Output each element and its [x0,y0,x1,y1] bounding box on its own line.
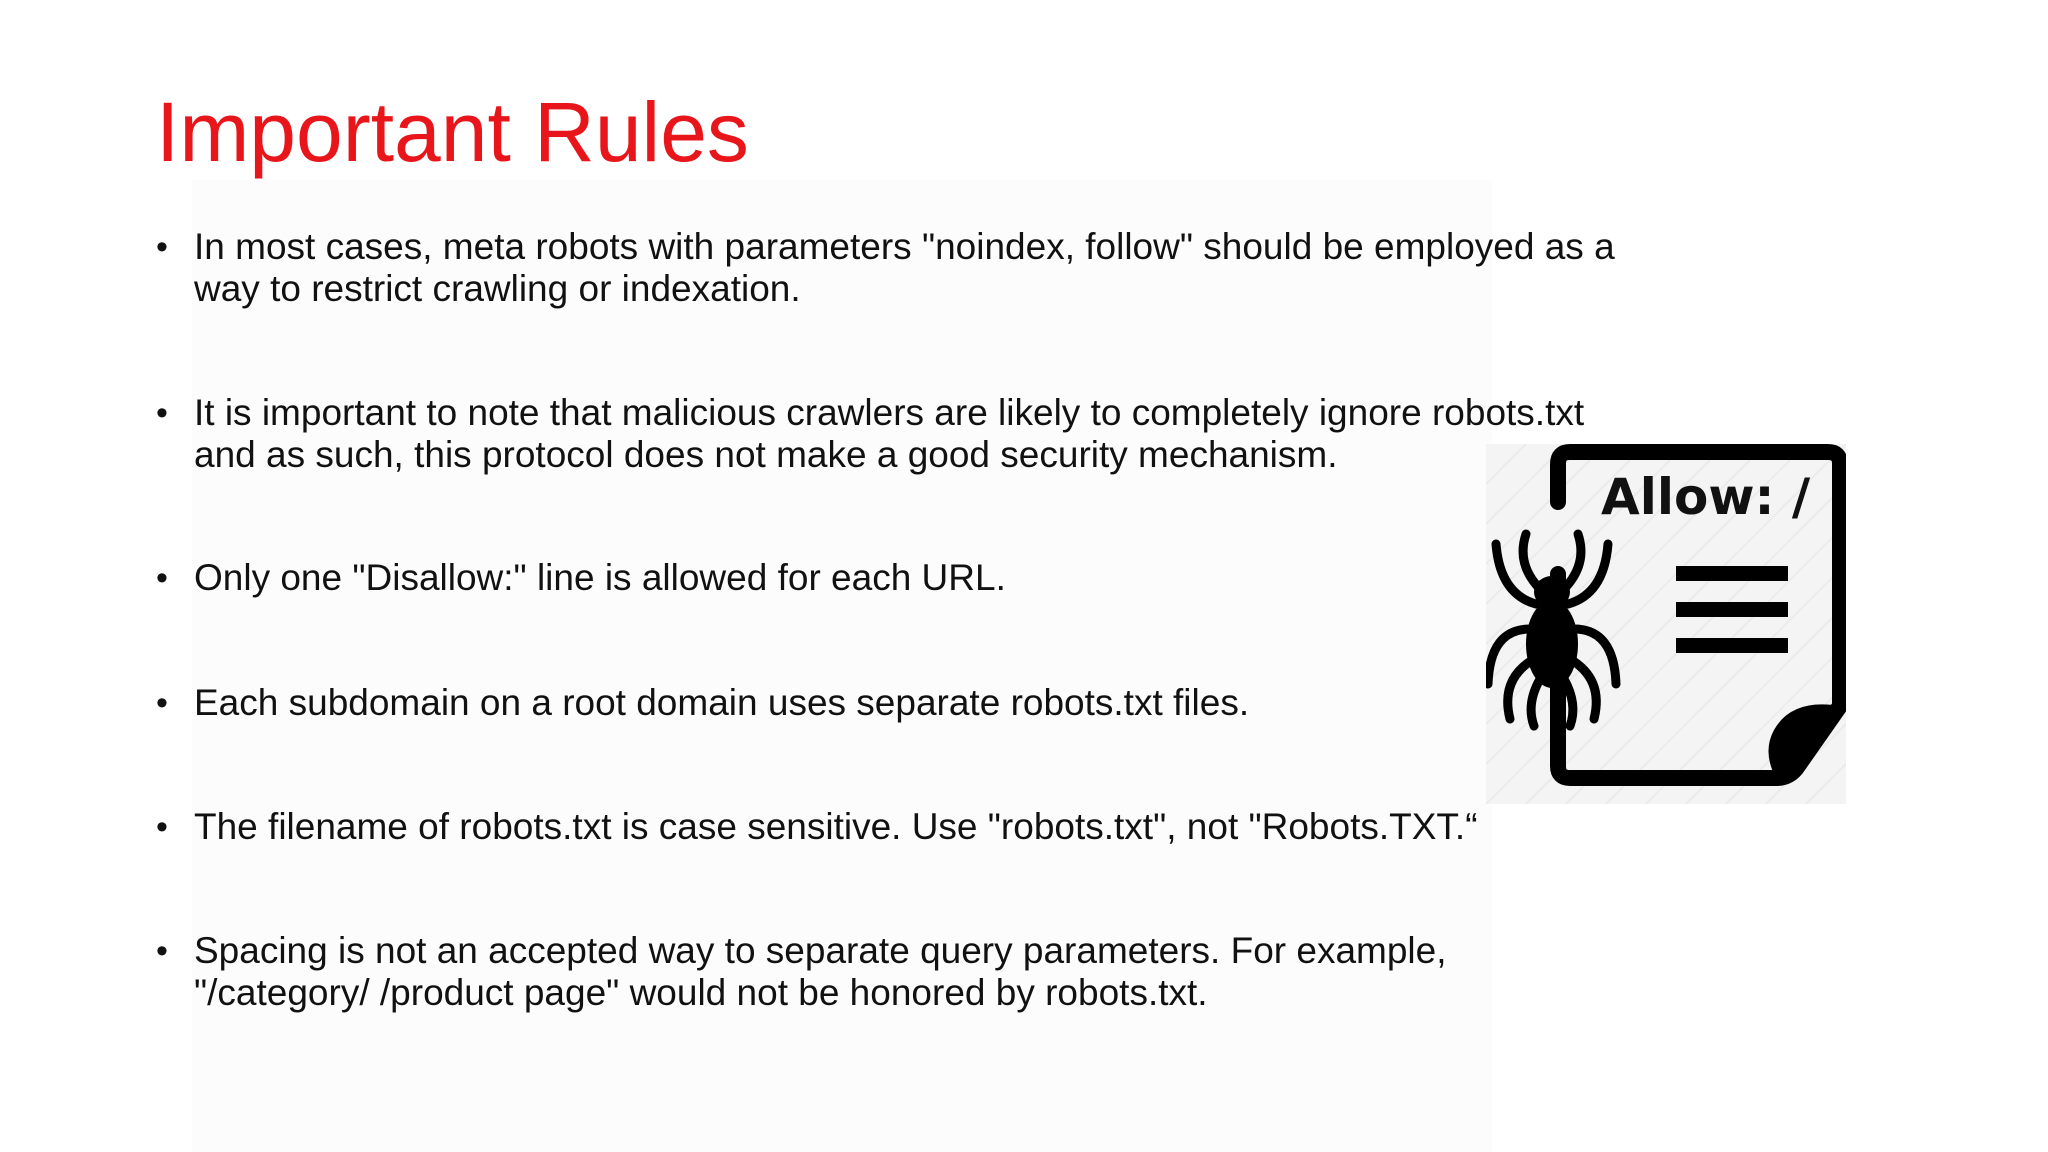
bullet-line: The filename of robots.txt is case sensitive. Use "robots.txt", not "Robots.TXT.“ [194,806,1478,847]
bullet-dot: • [156,228,168,266]
bullet-line: It is important to note that malicious crawlers are likely to completely ignore robots.txt [194,392,1585,433]
bullet-line: In most cases, meta robots with parameters "noindex, follow" should be employed as a [194,226,1615,267]
bullet-dot: • [156,394,168,432]
bullet-line: Only one "Disallow:" line is allowed for each URL. [194,557,1006,598]
allow-label: Allow: / [1601,468,1811,526]
robots-txt-document-spider-icon [1486,444,1846,804]
lines-icon [1676,566,1788,653]
bullet-dot: • [156,559,168,597]
bullet-line: and as such, this protocol does not make a good security mechanism. [194,434,1338,475]
slide-title: Important Rules [156,85,749,179]
bullet-line: way to restrict crawling or indexation. [194,268,801,309]
bullet-text [194,930,1714,1014]
bullet-text [194,806,1714,848]
bullet-text [194,226,1714,310]
bullet-line: Spacing is not an accepted way to separate query parameters. For example, [194,930,1447,971]
bullet-dot: • [156,808,168,846]
bullet-line: Each subdomain on a root domain uses separate robots.txt files. [194,682,1250,723]
bullet-dot: • [156,684,168,722]
bullet-dot: • [156,932,168,970]
bullet-line: "/category/ /product page" would not be honored by robots.txt. [194,972,1208,1013]
